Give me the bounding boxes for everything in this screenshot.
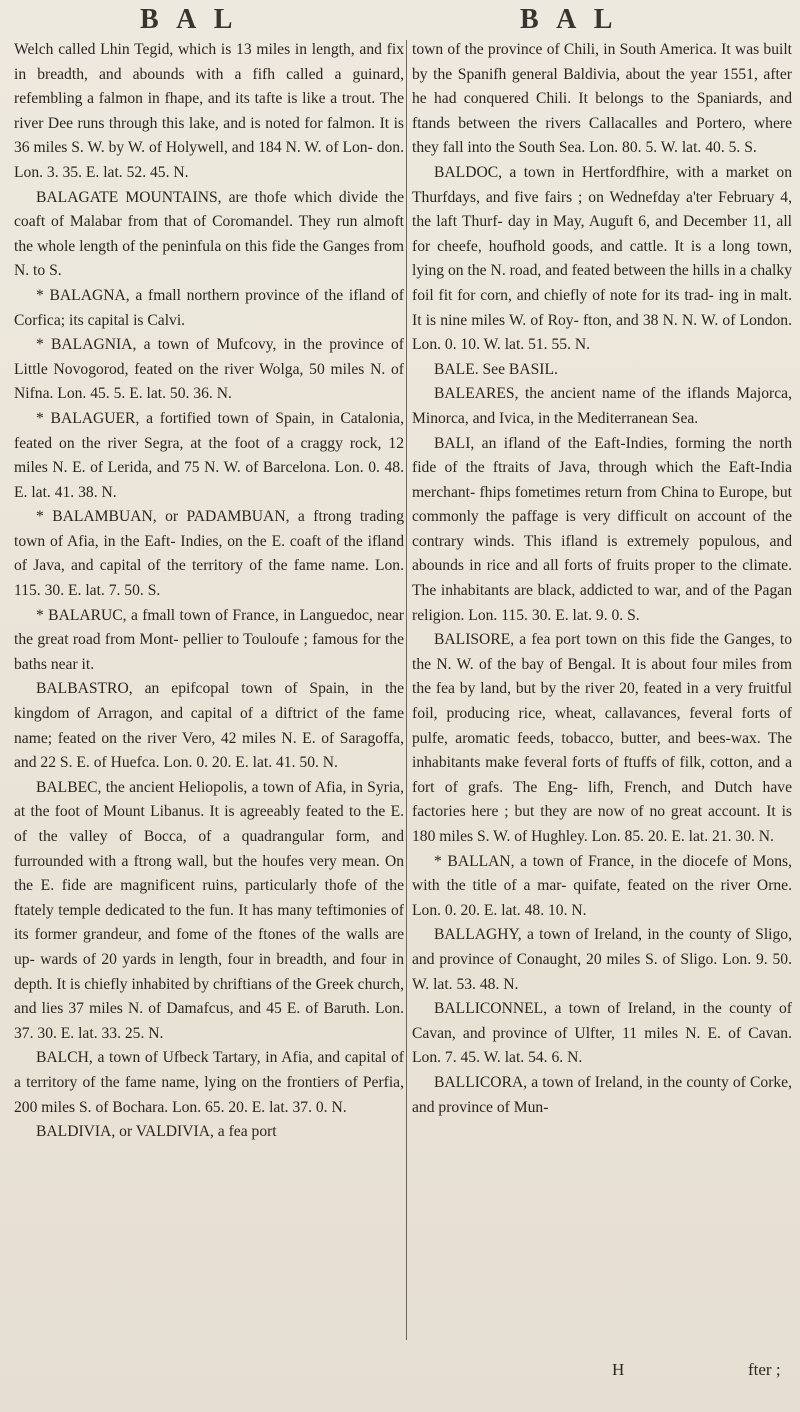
running-header-left: B A L [140, 4, 239, 35]
right-column [412, 38, 792, 1120]
entry-balagate: BALAGATE MOUNTAINS, are thofe which divide the coaft of Malabar from that of Coromandel. They run almoft the whole length of the peninfula on this fide the Ganges from N. to S. [14, 188, 404, 280]
entry-balaguer: * BALAGUER, a fortified town of Spain, in Catalonia, feated on the river Segra, at the foot of a craggy rock, 12 miles N. E. of Lerida, and 75 N. W. of Barcelona. Lon. 0. 48. E. lat. 41. 38. N. [14, 409, 404, 501]
entry-balbastro: BALBASTRO, an epifcopal town of Spain, in the kingdom of Arragon, and capital of a diftrict of the fame name; feated on the river Vero, 42 miles N. E. of Saragoffa, and 22 S. E. of Huefca. Lon. 0. 20. E. lat. 41. 50. N. [14, 680, 404, 772]
entry-balch: BALCH, a town of Ufbeck Tartary, in Afia, and capital of a territory of the fame name, lying on the frontiers of Perfia, 200 miles S. of Bochara. Lon. 65. 20. E. lat. 37. 0. N. [14, 1049, 404, 1116]
entry-balbec: BALBEC, the ancient Heliopolis, a town of Afia, in Syria, at the foot of Mount Libanus. It is agreeably feated to the E. of the valley of Bocca, of a quadrangular form, and furrounded with a ftrong wall, but the houfes very mean. On the E. fide are magnificent ruins, particularly thofe of the ftately temple dedicated to the fun. It has many teftimonies of its former grandeur, and fome of the ftones of the walls are up- wards of 20 yards in length, four in breadth, and four in depth. It is chiefly inhabited by chriftians of the Greek church, and lies 37 miles N. of Damafcus, and 45 E. of Baruth. Lon. 37. 30. E. lat. 33. 25. N. [14, 778, 404, 1042]
entry-balagna: * BALAGNA, a fmall northern province of the ifland of Corfica; its capital is Calvi. [14, 286, 404, 329]
entry-balliconnel: BALLICONNEL, a town of Ireland, in the county of Cavan, and province of Ulfter, 11 miles N. E. of Cavan. Lon. 7. 45. W. lat. 54. 6. N. [412, 1000, 792, 1067]
entry-baleares: BALEARES, the ancient name of the iflands Majorca, Minorca, and Ivica, in the Mediterranean Sea. [412, 385, 792, 427]
entry-ballicora: BALLICORA, a town of Ireland, in the county of Corke, and province of Mun- [412, 1073, 792, 1116]
entry-baldoc: BALDOC, a town in Hertfordfhire, with a market on Thurfdays, and five fairs ; on Wednefday a'ter February 4, the laft Thurf- day in May, Auguft 6, and December 11, all for cheefe, houfhold goods, and cattle. It is a long town, lying on the N. road, and feated between the hills in a chalky foil fit for corn, and chiefly of note for its trad- ing in malt. It is nine miles W. of Roy- fton, and 38 N. N. W. of London. Lon. 0. 10. W. lat. 51. 55. N. [412, 163, 792, 354]
entry-balisore: BALISORE, a fea port town on this fide the Ganges, to the N. W. of the bay of Bengal. It is about four miles from the fea by land, but by the river 20, feated in a very fruitful foil, producing rice, wheat, callavances, feveral forts of pulfe, aromatic feeds, tobacco, butter, and bees-wax. The inhabitants make feveral forts of ftuffs of filk, cotton, and a fort of grafs. The Eng- lifh, French, and Dutch have factories here ; but they are now of no great account. It is 180 miles S. W. of Hughley. Lon. 85. 20. E. lat. 21. 30. N. [412, 631, 792, 845]
entry-baldivia: BALDIVIA, or VALDIVIA, a fea port [36, 1123, 277, 1141]
entry-balagnia: * BALAGNIA, a town of Mufcovy, in the province of Little Novogorod, feated on the river Wolga, 50 miles N. of Nifna. Lon. 45. 5. E. lat. 50. 36. N. [14, 336, 404, 403]
signature-mark: H [612, 1360, 625, 1379]
entry-balaruc: * BALARUC, a fmall town of France, in Languedoc, near the great road from Mont- pellier to Touloufe ; famous for the baths near it. [14, 606, 404, 673]
entry-welch: Welch called Lhin Tegid, which is 13 miles in length, and fix in breadth, and abounds with a fifh called a guinard, refembling a falmon in fhape, and its tafte is like a trout. The river Dee runs through this lake, and is noted for falmon. It is 36 miles S. W. by W. of Holywell, and 184 N. W. of Lon- don. Lon. 3. 35. E. lat. 52. 45. N. [14, 41, 404, 181]
running-header-right: B A L [520, 4, 619, 35]
entry-bale: BALE. See BASIL. [434, 360, 558, 378]
entry-balambuan: * BALAMBUAN, or PADAMBUAN, a ftrong trading town of Afia, in the Eaft- Indies, on the E. coaft of the ifland of Java, and capital of the territory of the fame name. Lon. 115. 30. E. lat. 7. 50. S. [14, 508, 404, 600]
entry-ballaghy: BALLAGHY, a town of Ireland, in the county of Sligo, and province of Conaught, 20 miles S. of Sligo. Lon. 9. 50. W. lat. 53. 48. N. [412, 926, 792, 993]
column-divider [406, 40, 407, 1340]
entry-baldivia-continued: town of the province of Chili, in South America. It was built by the Spanifh general Baldivia, about the year 1551, after he had conquered Chili. It belongs to the Spaniards, and ftands between the rivers Callacalles and Portero, where they fall into the South Sea. Lon. 80. 5. W. lat. 40. 5. S. [412, 41, 792, 157]
entry-ballan: * BALLAN, a town of France, in the diocefe of Mons, with the title of a mar- quifate, feated on the river Orne. Lon. 0. 20. E. lat. 48. 10. N. [412, 852, 792, 919]
catchword: fter ; [748, 1360, 781, 1379]
left-column [14, 38, 404, 1145]
entry-bali: BALI, an ifland of the Eaft-Indies, forming the north fide of the ftraits of Java, through which the Eaft-India merchant- fhips fometimes return from China to Europe, but commonly the paffage is very difficult on account of the contrary winds. This ifland is extremely populous, and abounds in rice and all forts of fruits proper to the climate. The inhabitants are black, addicted to war, and of the Pagan religion. Lon. 115. 30. E. lat. 9. 0. S. [412, 434, 792, 624]
